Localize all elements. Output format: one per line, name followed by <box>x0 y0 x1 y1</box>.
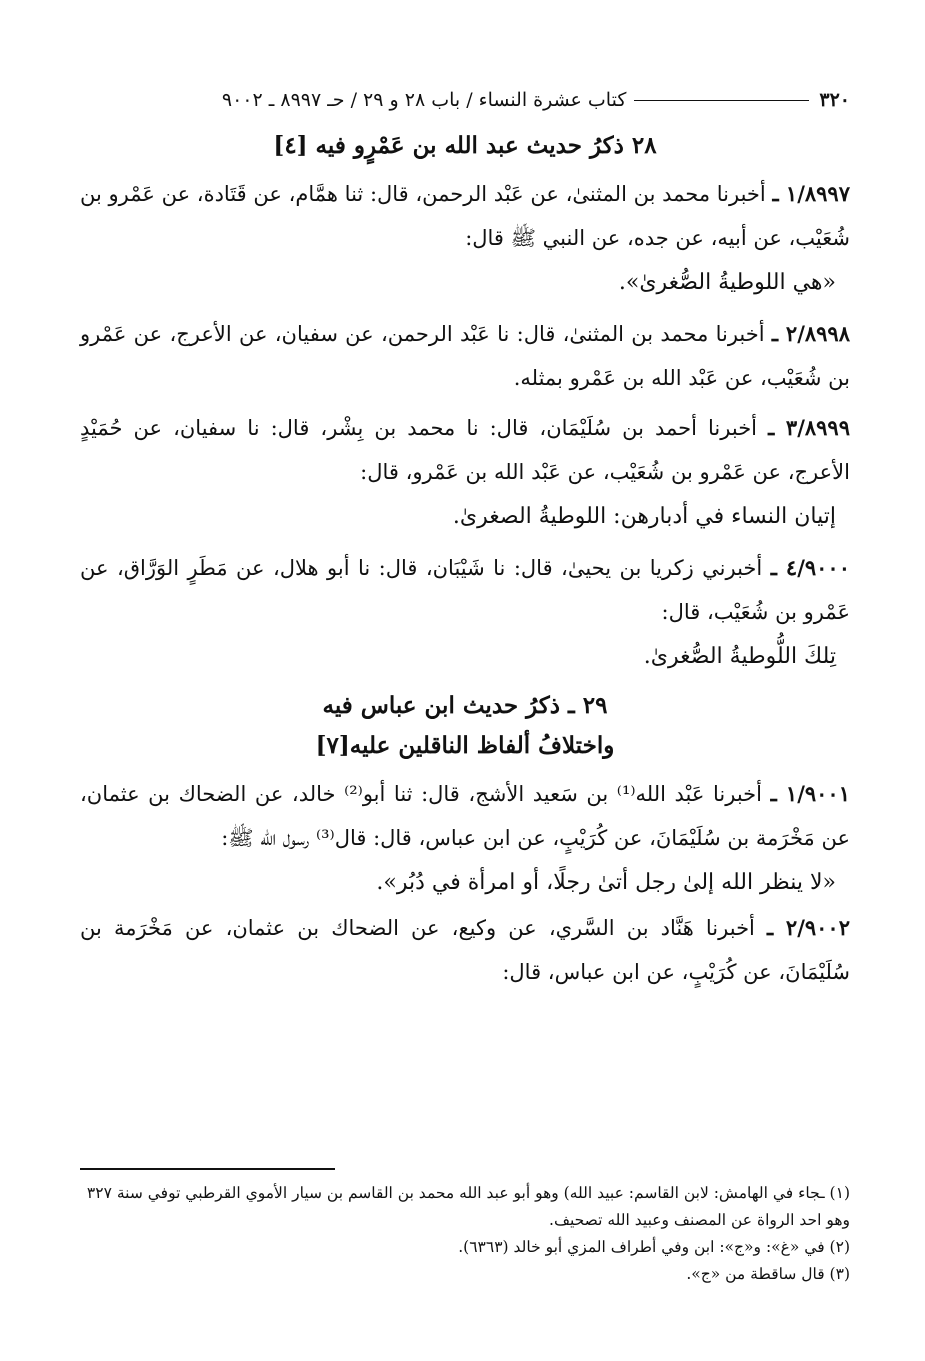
hadith-number: ٤/٩٠٠٠ ـ <box>770 555 850 580</box>
hadith-text: أخبرنا هَنَّاد بن السَّري، عن وكيع، عن الضحاك بن عثمان، عن مَخْرَمة بن سُلَيْمَانَ، عن كُرَيْبٍ، عن ابن عباس، قال: <box>80 916 850 984</box>
header-rule <box>634 100 809 101</box>
hadith-8998 <box>80 312 850 400</box>
footnote-1: (١) ـجاء في الهامش: لابن القاسم: عبيد الله) وهو أبو عبد الله محمد بن القاسم بن سيار الأموي القرطبي توفي سنة ٣٢٧ وهو احد الرواة عن المصنف وعبيد الله تصحيف. <box>86 1184 850 1229</box>
hadith-text: أخبرنا أحمد بن سُلَيْمَان، قال: نا محمد بن بِشْر، قال: نا سفيان، عن حُمَيْدٍ الأعرج، عن عَمْرو بن شُعَيْب، عن عَبْد الله بن عَمْرو، قال: <box>80 416 850 484</box>
hadith-quote: «هي اللوطيةُ الصُّغرىٰ». <box>618 270 836 295</box>
hadith-number: ١/٩٠٠١ ـ <box>770 781 850 806</box>
hadith-8999 <box>80 406 850 494</box>
page <box>80 80 850 994</box>
footnote-2: (٢) في «غ»: و«ج»: ابن وفي أطراف المزي أبو خالد (٦٣٦٣). <box>458 1238 850 1256</box>
footnote-rule <box>80 1168 335 1170</box>
hadith-9001 <box>80 772 850 860</box>
hadith-8997 <box>80 172 850 260</box>
hadith-number: ٢/٩٠٠٢ ـ <box>767 915 850 940</box>
running-head <box>80 80 850 120</box>
page-number: ٣٢٠ <box>819 89 850 111</box>
hadith-text: أخبرني زكريا بن يحيىٰ، قال: نا شَيْبَان، قال: نا أبو هلال، عن مَطَرٍ الوَرَّاق، عن عَمْرو بن شُعَيْب، قال: <box>80 556 850 624</box>
hadith-quote: تِلكَ اللُّوطيةُ الصُّغرىٰ. <box>643 644 836 669</box>
section-title-29: ٢٩ ـ ذكرُ حديث ابن عباس فيه <box>322 692 608 719</box>
hadith-9000 <box>80 546 850 634</box>
section-subtitle-29: واختلافُ ألفاظ الناقلين عليه[٧] <box>315 732 615 759</box>
hadith-quote: إتيان النساء في أدبارهن: اللوطيةُ الصغرىٰ. <box>452 504 836 529</box>
footnotes <box>80 1168 850 1288</box>
running-title: كتاب عشرة النساء / باب ٢٨ و ٢٩ / حـ ٨٩٩٧ ـ ٩٠٠٢ <box>221 89 627 111</box>
hadith-text: أخبرنا محمد بن المثنىٰ، عن عَبْد الرحمن، قال: ثنا همَّام، عن قَتَادة، عن عَمْرو بن شُعَيْب، عن أبيه، عن جده، عن النبي ﷺ قال: <box>80 182 850 250</box>
hadith-number: ٣/٨٩٩٩ ـ <box>768 415 850 440</box>
hadith-9002 <box>80 906 850 994</box>
hadith-text: أخبرنا عَبْد الله⁽¹⁾ بن سَعيد الأشج، قال: ثنا أبو⁽²⁾ خالد، عن الضحاك بن عثمان، عن مَخْرَمة بن سُلَيْمَانَ، عن كُرَيْبٍ، عن ابن عباس، قال: قال⁽³⁾ رسول الله ﷺ: <box>80 782 850 850</box>
footnote-3: (٣) قال ساقطة من «ج». <box>686 1265 850 1283</box>
hadith-quote: «لا ينظر الله إلىٰ رجل أتىٰ رجلًا، أو امرأة في دُبُر». <box>376 870 836 895</box>
hadith-number: ١/٨٩٩٧ ـ <box>772 181 850 206</box>
hadith-number: ٢/٨٩٩٨ ـ <box>771 321 850 346</box>
hadith-text: أخبرنا محمد بن المثنىٰ، قال: نا عَبْد الرحمن، عن سفيان، عن الأعرج، عن عَمْرو بن شُعَيْب، عن عَبْد الله بن عَمْرو بمثله. <box>80 322 850 390</box>
section-title-28: ٢٨ ذكرُ حديث عبد الله بن عَمْرٍو فيه [٤] <box>273 132 657 159</box>
